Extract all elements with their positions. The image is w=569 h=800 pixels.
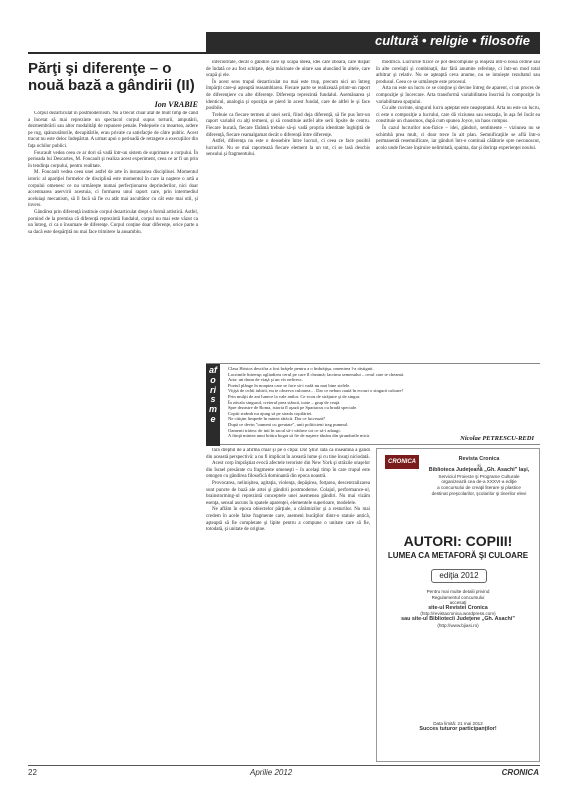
header-rule <box>28 52 540 54</box>
paragraph: Ne aflăm în epoca obiectelor părţiale, a cărămizilor şi a resturilor. Nu mai credem în acele false fragmente care, asemeni bucăţilor dintr-o statuie antică, aşteaptă să fie completate şi lipite pentru a compune o unitate care să fie, totodată, şi unitate de origine. <box>206 507 370 533</box>
ad-header-line: a concursului de creaţii literare şi plastice <box>437 484 521 490</box>
ad-body-line: Pentru mai multe detalii privind <box>426 589 490 594</box>
section-header: cultură • religie • filosofie <box>206 32 540 52</box>
ad-body-line: accesaţi <box>449 600 467 606</box>
aphorism: Clasa Hristos descifra a fost brăţele pentru a o îmbrăţişa, omenirea l-a răstignit. <box>228 366 374 371</box>
ad-link[interactable]: (http://revistacronica.wordpress.com) <box>420 611 496 617</box>
aphorisms-box <box>206 363 540 445</box>
paragraph: În acest sens trupul dezarticulat nu mai este trup, precum nici un întreg împărţit care-şi aşteaptă reasamblarea. Fiecare parte se realizează printr-un raport de diferenţiere cu alte diferenţe. Diferenţa reprezintă fundalul. Asemănarea şi identicul, analogia şi opoziţia se pierd în acest fundal, care de altfel le şi face posibile. <box>206 79 370 112</box>
ad-deadline: Data limită: 21 mai 2012 <box>433 721 483 726</box>
ad-header-line: Biblioteca Judeţeană „Gh. Asachi" Iaşi, <box>428 467 530 474</box>
paragraph: Foucault vedea ceea ce ar dori să vadă într-un sistem de suprimare a corpului. În perioada lui Descartes, M. Foucault şi realiza acest experiment, ceea ce ar fi un prin în tendinţa corpului, pentru realitate. <box>28 150 198 169</box>
ad-header-line: Revista Cronica <box>458 456 500 462</box>
ad-body-line: sau site-ul Bibliotecii Judeţene „Gh. Asachi" <box>401 615 515 622</box>
ad-closing: Succes tuturor participanţilor! <box>419 725 497 732</box>
paragraph: Cu alte cuvinte, singurul lucru aşteptat este neaşteptatul. Arta nu este un lucru, ci este o compoziţie a lucrului, care dă viziunea sau senzaţia, în aşa fel încât ea constituie un chaosmos, după cum spunea Joyce, un haos compus. <box>376 106 540 125</box>
aphorism: Lacrimile întrerup ogliadirea cerul pe care îl cheamă; lacrima semenului – cerul care te cheamă. <box>228 371 405 377</box>
aphorism: Spre dezastre de Roma, istoria îl aşază pe Spartacus cu bradă speciale. <box>228 405 358 411</box>
paragraph: Astfel, diferenţa nu este o deosebire între lucruri, ci ceea ce face posibil lucrurile. Nu se mai raportează fiecare element la un tot, ci se lasă deschis sensului şi fragmentului. <box>206 139 370 158</box>
aphorism: Arta: un drum de viaţă şi un vis nefiresc. <box>228 377 303 383</box>
aphorism: În zăvala singurul, creierul prea stâncă, toate – grup de ceaţă. <box>228 399 341 405</box>
ad-header-line: organizează cea de-a XXXVI-a ediţie <box>441 479 517 485</box>
aphorisms-label <box>206 364 220 446</box>
ad-body-line: Regulamentul concursului <box>431 594 485 600</box>
contest-advertisement <box>376 448 540 762</box>
paragraph: Trebuie ca fiecare termen al unei serii, fiind deja diferenţă, să fie pus într-un raport variabil cu alţi termeni, şi să constituie astfel alte serii lipsite de centru. Fiecare bucată, fiecare fărâmă trebuie să-şi vadă propria identitate înghiţită de diferenţă, fiecare reamalgamat decât o diferenţă între diferenţe. <box>206 112 370 138</box>
aphorisms-author: Nicolae PETRESCU-REDI <box>460 435 534 442</box>
ad-header-line: şi <box>477 462 481 468</box>
aphorism: Viţişă de ochii iubirii, nu te observa culoarea… Dar ce nebun caută în ecouri o singură culoare! <box>228 388 404 394</box>
ad-body-line: site-ul Revistei Cronica <box>428 604 488 611</box>
aphorism: Oamenii trăiesc de inti în sacul să-i văduve tot ce să-i adaugi. <box>228 427 341 433</box>
paragraph: Provocarea, nelinişitea, agitaţia, violenţa, depăşirea, forţarea, descentralizarea sunt puncte de bază ale artei şi gândirii postmoderne. Colajul, performance-ul, brainstorming-ul reprezintă conceptele unei asemenea gândiri. Nu mai vizăm esenţa, sensul ascuns în spatele aparenţei, elementele superioare, modelele. <box>206 480 370 506</box>
paragraph: Gândirea prin diferenţă instituie corpul dezarticulat drept o formă artistică. Astfel, pornind de la premisa că diferenţă reprezintă fundalul, corpul nu mai este văzut ca un întreg, ci ca o însumare de diferenţe. Corpul conţine doar diferenţe, orice parte a sa dacă este despărţită nu mai face trimitere la ansamblu. <box>28 209 198 235</box>
aphorism: Poetul plânge în noaptea care se face să-i vadă nu mai bine stelele. <box>228 382 351 388</box>
ad-body <box>387 589 529 628</box>
ad-header-line: Serviciul Proiecte şi Programe Culturale <box>438 473 520 479</box>
aphorisms-list <box>228 366 534 439</box>
aphorism: Ne citiţim limpede în minea rătăcit. Dar ce lucrează? <box>228 416 326 422</box>
paragraph: Arta nu este un lucru ce se conţine şi devine întreg de aparent, ci un proces de compoziţie şi încercare. Arta transformă variabilitatea înscrisă în compoziţie în variabilitatea spaţiului. <box>376 86 540 105</box>
ad-link[interactable]: (http://www.bjiasi.ro) <box>437 622 479 628</box>
contest-title: AUTORI: COPIII! <box>403 533 513 549</box>
paragraph: În cazul lucrurilor non-fizice – idei, gânduri, sentimente – viziunea nu se schimbă prea mult, ci doar trece în alt plan. Semnificaţiile se află într-o permanentă resemnificare, iar gânduri într-o continuă călătorie spre necunoscut, acolo unde fiecare înşiruire nelimitată, spaima, dar şi dorinţa experienţei noului. <box>376 125 540 151</box>
paragraph: Corpul dezarticulat în postmodernism. Nu a trecut chiar atât de mult timp de când a încetat să mai reprezinte un spectacol corpul supus torturii, amputării, dezmembrării sau altor modalităţi de repunere penale. Pedepsele cu moartea, ardere pe rug, spânzurătorile, decapitările, erau private ca satisfacţie de către public. Acest tracut nu este deloc îndepărtat. A urmat apoi o perioadă de retragere a execuţiilor din faţa ochilor publici. <box>28 111 198 149</box>
ad-footer <box>387 721 529 732</box>
contest-edition: ediţia 2012 <box>431 569 487 583</box>
article-title: Părţi şi diferenţe – o nouă bază a gândirii (II) <box>28 60 195 94</box>
paragraph: fără dreptul de a afirma chiar şi pe o clipă: Da! Ştiu! Iată că înseamnă a gândi din această perspectivă: a nu fi implicat în această lume şi cu tine însuţi niciodată. <box>206 448 370 460</box>
paragraph: Acest corp împrăştiat evocă afectele teroriste din New York şi străzile oraşelor din Israel presărate cu fragmente omeneşti – în acelaşi timp în care trupul este omogen cu gândirea filosofică dominantă din epoca noastră. <box>206 461 370 480</box>
article-author: Ion VRABIE <box>154 100 198 109</box>
ad-header-line: destinat preşcolarilor, şcolarilor şi tinerilor elevi <box>431 490 527 496</box>
aphorism: A fiinţă mintea unui brătra bogat să fie de naştere tânăra din ştrandurile mică. <box>228 433 371 439</box>
footer-rule <box>28 765 540 766</box>
paragraph: inferioritate, decât o gândire care îşi scapă ideea, idei care zboară, care dispar de îndată ce au fost schiţate, deja măcinate de uitare sau aluncând în altele, care scapă şi ele. <box>206 60 370 79</box>
aphorism: Prin mulţii de ani lunece la vale anilor. Ce ecou de străjuire şi de singur. <box>228 393 361 399</box>
page-number: 22 <box>28 768 37 777</box>
article-column-3-top <box>376 60 540 360</box>
contest-subtitle: LUMEA CA METAFORĂ ŞI CULOARE <box>387 551 529 560</box>
article-column-2-bottom <box>206 448 370 766</box>
paragraph: modifica. Lucrurile fizice ce pot descompune şi reaşeza într-o nouă ordine sau în alte corelaţii şi combinaţii, dar fără anumite referinţe, ci într-un mod total arbitrar şi relativ. Nu se aşteaptă ceva anume, nu se intuieşte rezultatul sau produsul. Ceea ce se urmăreşte este procesul. <box>376 60 540 85</box>
magazine-name: CRONICA <box>501 768 539 777</box>
cronica-logo: CRONICA <box>385 455 419 469</box>
aphorisms-label-text: aforisme <box>209 365 218 424</box>
article-column-2-top <box>206 60 370 360</box>
issue-date: Aprilie 2012 <box>250 768 293 777</box>
paragraph: M. Foucault vedea ceea unei astfel de arte în instaurarea disciplinei. Momentul istoric al apariţiei formelor de disciplină este momentul în care ia naştere o artă a corpului omenesc ce nu urmăreşte numai perfecţionarea deprinderilor, nici doar accentuarea aservirii acestuia, ci formarea unui raport care, prin intermediul aceluiaşi mecanism, să îl facă să fie cu atât mai ascultător cu cât este mai util, şi invers. <box>28 170 198 209</box>
ad-header <box>421 457 537 496</box>
aphorism: După ce devin "oameni cu greutate", unii politicieni trag pumnul. <box>228 421 349 427</box>
aphorism: Copiii strâmb nu ajung să pe strada copilăriei. <box>228 410 313 416</box>
article-column-1 <box>28 111 198 765</box>
